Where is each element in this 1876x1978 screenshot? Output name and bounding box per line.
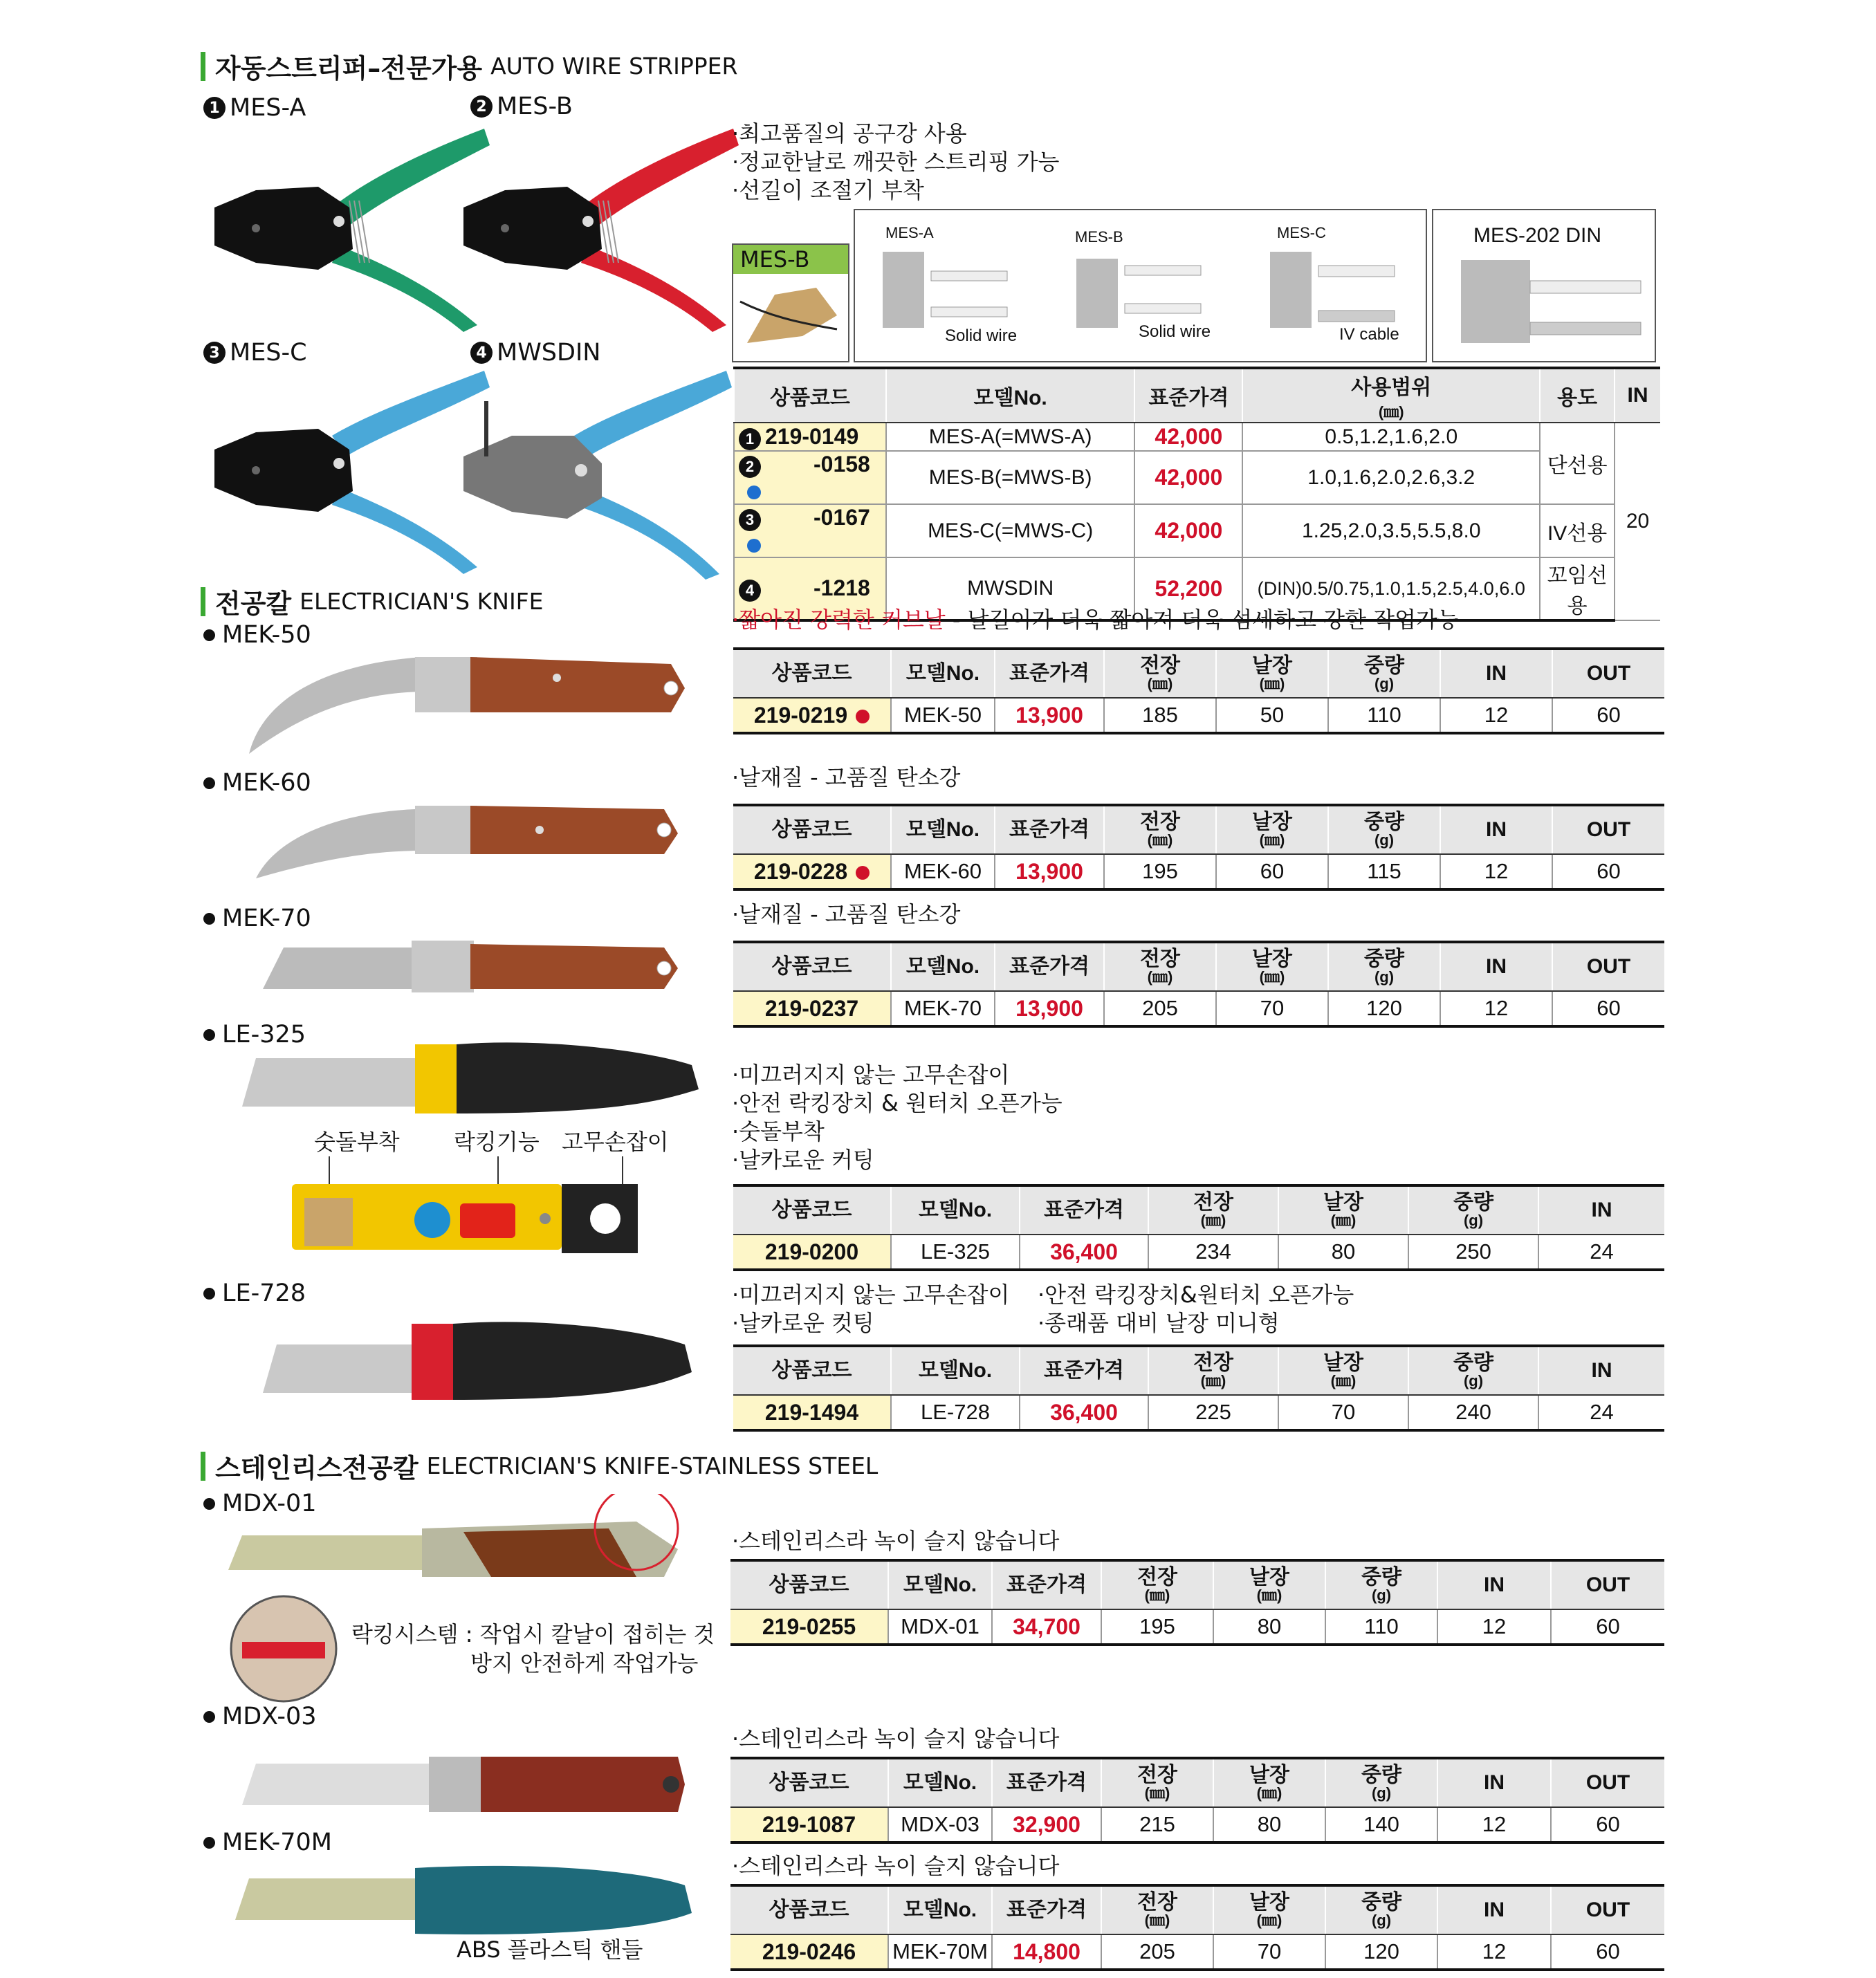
spec-table-mdx-01 [730, 1559, 1664, 1646]
out-qty: 60 [1552, 854, 1664, 889]
header-length: 전장 (㎜) [1101, 1885, 1213, 1934]
model-no: MES-A(=MWS-A) [886, 423, 1135, 451]
price: 13,900 [995, 991, 1104, 1026]
table-row [733, 1395, 1664, 1430]
header-in: IN [1437, 1885, 1551, 1934]
feature-item: ·날카로운 커팅 [732, 1147, 874, 1173]
header-weight: 중량 (g) [1325, 1758, 1437, 1807]
header-weight: 중량 (g) [1408, 1346, 1538, 1395]
product-code: 4 -1218 [734, 557, 886, 620]
features-le-325 [732, 1061, 1063, 1174]
spec-table-mek-70m [730, 1884, 1664, 1971]
header-blade: 날장 (㎜) [1278, 1346, 1408, 1395]
table-row [730, 1807, 1664, 1842]
header-code: 상품코드 [730, 1885, 888, 1934]
weight: 120 [1328, 991, 1440, 1026]
out-qty: 60 [1552, 698, 1664, 733]
header-in: IN [1437, 1560, 1551, 1609]
in-qty: 20 [1615, 423, 1660, 620]
header-length: 전장 (㎜) [1101, 1560, 1213, 1609]
section-title-stripper [201, 47, 737, 85]
product-code: 219-0200 [733, 1235, 891, 1270]
in-qty: 24 [1538, 1395, 1664, 1430]
header-price: 표준가격 [995, 805, 1104, 854]
product-label-le-728: LE-728 [203, 1279, 306, 1307]
callout-rubber-grip: 고무손잡이 [562, 1129, 669, 1155]
header-length: 전장 (㎜) [1148, 1346, 1278, 1395]
bullet [203, 1288, 215, 1300]
blade-diagram-din [1454, 253, 1648, 350]
product-code: 1 219-0149 [734, 423, 886, 451]
header-code: 상품코드 [733, 649, 891, 698]
inset-label: MES-B [733, 245, 848, 274]
range: 0.5,1.2,1.6,2.0 [1242, 423, 1540, 451]
header-length: 전장 (㎜) [1148, 1185, 1278, 1235]
out-qty: 60 [1551, 1934, 1664, 1970]
header-model: 모델No. [891, 649, 995, 698]
diagram-title-mes-b: MES-B [1075, 228, 1123, 246]
price: 13,900 [995, 698, 1104, 733]
header-code: 상품코드 [730, 1758, 888, 1807]
feature-item: ·미끄러지지 않는 고무손잡이 [732, 1062, 1010, 1088]
product-code: 219-0219 [733, 698, 891, 733]
status-dot [856, 710, 870, 723]
product-label-mes-a: 1 MES-A [203, 94, 306, 122]
in-qty: 12 [1437, 1934, 1551, 1970]
feature-mdx-01: ·스테인리스라 녹이 슬지 않습니다 [732, 1528, 1060, 1554]
header-out: OUT [1552, 805, 1664, 854]
spec-table-le-325 [733, 1184, 1664, 1271]
header-code: 상품코드 [733, 942, 891, 991]
header-range: 사용범위 (㎜) [1242, 368, 1540, 423]
header-blade: 날장 (㎜) [1216, 942, 1328, 991]
model-no: LE-728 [891, 1395, 1020, 1430]
header-out: OUT [1551, 1885, 1664, 1934]
product-label-mek-70m: MEK-70M [203, 1829, 332, 1856]
diagram-title-mes-c: MES-C [1277, 224, 1326, 241]
in-qty: 12 [1437, 1807, 1551, 1842]
weight: 140 [1325, 1807, 1437, 1842]
in-qty: 12 [1440, 991, 1552, 1026]
feature-item: ·정교한날로 깨끗한 스트리핑 가능 [732, 149, 1060, 175]
header-use: 용도 [1540, 368, 1615, 423]
use-single: 단선용 [1540, 423, 1615, 504]
header-price: 표준가격 [1020, 1346, 1148, 1395]
number-badge: 1 [203, 97, 226, 119]
callout-whetstone: 숫돌부착 [314, 1129, 400, 1155]
model-no: MWSDIN [886, 557, 1135, 620]
product-label-le-325: LE-325 [203, 1021, 306, 1048]
price: 14,800 [992, 1934, 1101, 1970]
feature-item: ·안전 락킹장치 & 원터치 오픈가능 [732, 1090, 1063, 1116]
header-blade: 날장 (㎜) [1213, 1758, 1325, 1807]
product-label-mek-50: MEK-50 [203, 621, 311, 649]
length: 205 [1104, 991, 1216, 1026]
blade-length: 70 [1278, 1395, 1408, 1430]
weight: 240 [1408, 1395, 1538, 1430]
knife-image-le-325-detail [291, 1156, 643, 1260]
feature-item: ·안전 락킹장치&원터치 오픈가능 [1038, 1282, 1354, 1308]
header-in: IN [1615, 368, 1660, 423]
bullet [203, 913, 215, 925]
stripper-features [732, 120, 1059, 205]
table-row [734, 423, 1660, 451]
weight: 120 [1325, 1934, 1437, 1970]
feature-mek-70m: ·스테인리스라 녹이 슬지 않습니다 [732, 1853, 1060, 1879]
locking-detail-photo [228, 1593, 339, 1704]
product-code: 219-0246 [730, 1934, 888, 1970]
model-no: MES-C(=MWS-C) [886, 504, 1135, 557]
product-label-mdx-03: MDX-03 [203, 1703, 317, 1730]
header-blade: 날장 (㎜) [1216, 805, 1328, 854]
product-label-mes-c: 3 MES-C [203, 339, 307, 367]
model-no: MEK-70M [888, 1934, 992, 1970]
features-le-728-left [732, 1281, 1009, 1338]
header-in: IN [1437, 1758, 1551, 1807]
header-model: 모델No. [888, 1758, 992, 1807]
model-no: MDX-03 [888, 1807, 992, 1842]
product-code: 219-1087 [730, 1807, 888, 1842]
spec-table-mek-50 [733, 647, 1664, 734]
bullet [203, 1029, 215, 1041]
header-in: IN [1440, 649, 1552, 698]
knife-image-mdx-03 [235, 1736, 699, 1819]
header-out: OUT [1552, 942, 1664, 991]
length: 185 [1104, 698, 1216, 733]
table-row [730, 1609, 1664, 1645]
title-accent-bar [201, 1452, 205, 1481]
out-qty: 60 [1551, 1807, 1664, 1842]
weight: 250 [1408, 1235, 1538, 1270]
price: 13,900 [995, 854, 1104, 889]
price: 42,000 [1134, 423, 1242, 451]
use-twist: 꼬임선용 [1540, 557, 1615, 620]
header-out: OUT [1552, 649, 1664, 698]
product-label-mes-b: 2 MES-B [470, 93, 573, 120]
bullet [203, 1498, 215, 1510]
feature-mek-70: ·날재질 - 고품질 탄소강 [732, 901, 961, 927]
in-qty: 12 [1437, 1609, 1551, 1645]
diagram-title-din: MES-202 DIN [1473, 224, 1602, 247]
price: 34,700 [992, 1609, 1101, 1645]
diagram-caption-mes-b: Solid wire [1139, 322, 1211, 341]
product-label-mdx-01: MDX-01 [203, 1490, 317, 1517]
section-title-en: AUTO WIRE STRIPPER [490, 53, 738, 80]
knife-image-mek-50 [242, 650, 692, 754]
din-diagram-box [1432, 209, 1656, 362]
title-accent-bar [201, 52, 205, 81]
stripper-image-mes-b [450, 124, 740, 332]
model-no: MEK-50 [891, 698, 995, 733]
knife-image-mek-70 [256, 934, 685, 1003]
feature-item: ·숫돌부착 [732, 1118, 825, 1145]
length: 195 [1101, 1609, 1213, 1645]
feature-mek-60: ·날재질 - 고품질 탄소강 [732, 764, 961, 791]
section-title-ko: 전공칼 [215, 589, 292, 619]
header-model: 모델No. [891, 1185, 1020, 1235]
length: 225 [1148, 1395, 1278, 1430]
knife-image-le-728 [256, 1317, 699, 1407]
knife-image-mek-60 [249, 795, 699, 885]
status-dot [747, 539, 761, 553]
price: 32,900 [992, 1807, 1101, 1842]
blade-diagram-mes-a [876, 245, 1014, 335]
title-accent-bar [201, 587, 205, 616]
table-row [733, 854, 1664, 889]
spec-table-le-728 [733, 1344, 1664, 1432]
product-code: 219-0255 [730, 1609, 888, 1645]
blade-length: 70 [1213, 1934, 1325, 1970]
stripper-image-mwsdin [443, 367, 733, 581]
header-out: OUT [1551, 1758, 1664, 1807]
product-label-mwsdin: 4 MWSDIN [470, 339, 600, 367]
header-length: 전장 (㎜) [1101, 1758, 1213, 1807]
header-weight: 중량 (g) [1328, 649, 1440, 698]
header-model: 모델No. [891, 942, 995, 991]
header-blade: 날장 (㎜) [1213, 1560, 1325, 1609]
section-title-stainless [201, 1447, 878, 1485]
length: 215 [1101, 1807, 1213, 1842]
in-qty: 24 [1538, 1235, 1664, 1270]
feature-item: ·최고품질의 공구강 사용 [732, 120, 967, 147]
header-price: 표준가격 [995, 649, 1104, 698]
use-iv: IV선용 [1540, 504, 1615, 557]
header-code: 상품코드 [733, 1185, 891, 1235]
bullet [203, 629, 215, 641]
knife-image-mek-70m [228, 1858, 706, 1941]
table-row [734, 504, 1660, 557]
header-out: OUT [1551, 1560, 1664, 1609]
range: 1.0,1.6,2.0,2.6,3.2 [1242, 451, 1540, 504]
header-weight: 중량 (g) [1325, 1560, 1437, 1609]
bullet [203, 1711, 215, 1723]
number-badge: 4 [470, 342, 493, 364]
section-title-en: ELECTRICIAN'S KNIFE [300, 588, 544, 615]
features-le-728-right [1038, 1281, 1354, 1338]
section-title-en: ELECTRICIAN'S KNIFE-STAINLESS STEEL [426, 1452, 879, 1479]
blade-length: 60 [1216, 854, 1328, 889]
bullet [203, 1837, 215, 1849]
feature-item: ·선길이 조절기 부착 [732, 177, 924, 203]
header-price: 표준가격 [1020, 1185, 1148, 1235]
range: 1.25,2.0,3.5,5.5,8.0 [1242, 504, 1540, 557]
model-no: MDX-01 [888, 1609, 992, 1645]
header-length: 전장 (㎜) [1104, 805, 1216, 854]
feature-item: ·미끄러지지 않는 고무손잡이 [732, 1282, 1010, 1308]
product-code: 219-1494 [733, 1395, 891, 1430]
length: 195 [1104, 854, 1216, 889]
status-dot [747, 486, 761, 499]
header-blade: 날장 (㎜) [1213, 1885, 1325, 1934]
spec-table-mdx-03 [730, 1757, 1664, 1844]
header-length: 전장 (㎜) [1104, 649, 1216, 698]
bullet [203, 777, 215, 789]
product-code: 219-0237 [733, 991, 891, 1026]
header-model: 모델No. [886, 368, 1135, 423]
feature-item: ·날카로운 컷팅 [732, 1310, 874, 1336]
header-model: 모델No. [891, 1346, 1020, 1395]
number-badge: 2 [470, 95, 493, 118]
weight: 115 [1328, 854, 1440, 889]
header-price: 표준가격 [992, 1885, 1101, 1934]
product-label-mek-60: MEK-60 [203, 769, 311, 797]
diagram-caption-mes-a: Solid wire [945, 326, 1018, 345]
header-length: 전장 (㎜) [1104, 942, 1216, 991]
section-title-knife [201, 582, 544, 620]
out-qty: 60 [1552, 991, 1664, 1026]
table-row [733, 698, 1664, 733]
model-no: MES-B(=MWS-B) [886, 451, 1135, 504]
blade-length: 80 [1213, 1609, 1325, 1645]
in-qty: 12 [1440, 854, 1552, 889]
weight: 110 [1328, 698, 1440, 733]
header-in: IN [1440, 805, 1552, 854]
header-in: IN [1538, 1346, 1664, 1395]
mes-b-inset [732, 243, 849, 362]
price: 36,400 [1020, 1235, 1148, 1270]
weight: 110 [1325, 1609, 1437, 1645]
length: 234 [1148, 1235, 1278, 1270]
feature-mek-50: ·짧아진 강력한 커브날 - 날길이가 더욱 짧아져 더욱 섬세하고 강한 작업가능 [732, 607, 1459, 633]
blade-length: 50 [1216, 698, 1328, 733]
header-weight: 중량 (g) [1408, 1185, 1538, 1235]
caption-abs-handle: ABS 플라스틱 핸들 [457, 1937, 643, 1963]
header-code: 상품코드 [734, 368, 886, 423]
status-dot [856, 866, 870, 880]
header-price: 표준가격 [992, 1560, 1101, 1609]
header-weight: 중량 (g) [1328, 805, 1440, 854]
header-price: 표준가격 [995, 942, 1104, 991]
blade-diagram-mes-c [1263, 245, 1401, 335]
section-title-ko: 스테인리스전공칼 [215, 1453, 419, 1484]
diagram-title-mes-a: MES-A [885, 224, 934, 241]
header-in: IN [1538, 1185, 1664, 1235]
blade-length: 70 [1216, 991, 1328, 1026]
stripper-image-mes-a [201, 124, 491, 332]
table-row [730, 1934, 1664, 1970]
in-qty: 12 [1440, 698, 1552, 733]
header-in: IN [1440, 942, 1552, 991]
header-code: 상품코드 [733, 805, 891, 854]
header-blade: 날장 (㎜) [1216, 649, 1328, 698]
section-title-ko: 자동스트리퍼–전문가용 [215, 53, 483, 84]
locking-note-2: 방지 안전하게 작업가능 [470, 1650, 699, 1676]
product-code: 3 -0167 [734, 504, 886, 557]
stripper-spec-table [733, 367, 1660, 622]
inset-photo [733, 274, 844, 350]
header-code: 상품코드 [733, 1346, 891, 1395]
callout-locking: 락킹기능 [454, 1129, 540, 1155]
product-code: 219-0228 [733, 854, 891, 889]
header-price: 표준가격 [1134, 368, 1242, 423]
price: 42,000 [1134, 451, 1242, 504]
feature-item: ·종래품 대비 날장 미니형 [1038, 1310, 1280, 1336]
table-row [733, 991, 1664, 1026]
product-code: 2 -0158 [734, 451, 886, 504]
model-no: MEK-70 [891, 991, 995, 1026]
feature-mdx-03: ·스테인리스라 녹이 슬지 않습니다 [732, 1726, 1060, 1752]
price: 52,200 [1134, 557, 1242, 620]
header-price: 표준가격 [992, 1758, 1101, 1807]
product-label-mek-70: MEK-70 [203, 905, 311, 932]
knife-image-le-325 [235, 1037, 706, 1120]
locking-note-1: 락킹시스템 : 작업시 칼날이 접히는 것 [351, 1621, 715, 1647]
header-model: 모델No. [888, 1560, 992, 1609]
price: 42,000 [1134, 504, 1242, 557]
spec-table-mek-70 [733, 941, 1664, 1028]
model-no: LE-325 [891, 1235, 1020, 1270]
header-model: 모델No. [888, 1885, 992, 1934]
blade-length: 80 [1278, 1235, 1408, 1270]
spec-table-mek-60 [733, 804, 1664, 891]
number-badge: 3 [203, 342, 226, 364]
blade-length: 80 [1213, 1807, 1325, 1842]
header-weight: 중량 (g) [1328, 942, 1440, 991]
length: 205 [1101, 1934, 1213, 1970]
header-model: 모델No. [891, 805, 995, 854]
range: (DIN)0.5/0.75,1.0,1.5,2.5,4.0,6.0 [1242, 557, 1540, 620]
table-row [734, 451, 1660, 504]
table-row [733, 1235, 1664, 1270]
diagram-caption-mes-c: IV cable [1339, 325, 1399, 344]
out-qty: 60 [1551, 1609, 1664, 1645]
header-weight: 중량 (g) [1325, 1885, 1437, 1934]
stripper-diagram-box [854, 209, 1427, 362]
header-code: 상품코드 [730, 1560, 888, 1609]
model-no: MEK-60 [891, 854, 995, 889]
header-blade: 날장 (㎜) [1278, 1185, 1408, 1235]
price: 36,400 [1020, 1395, 1148, 1430]
